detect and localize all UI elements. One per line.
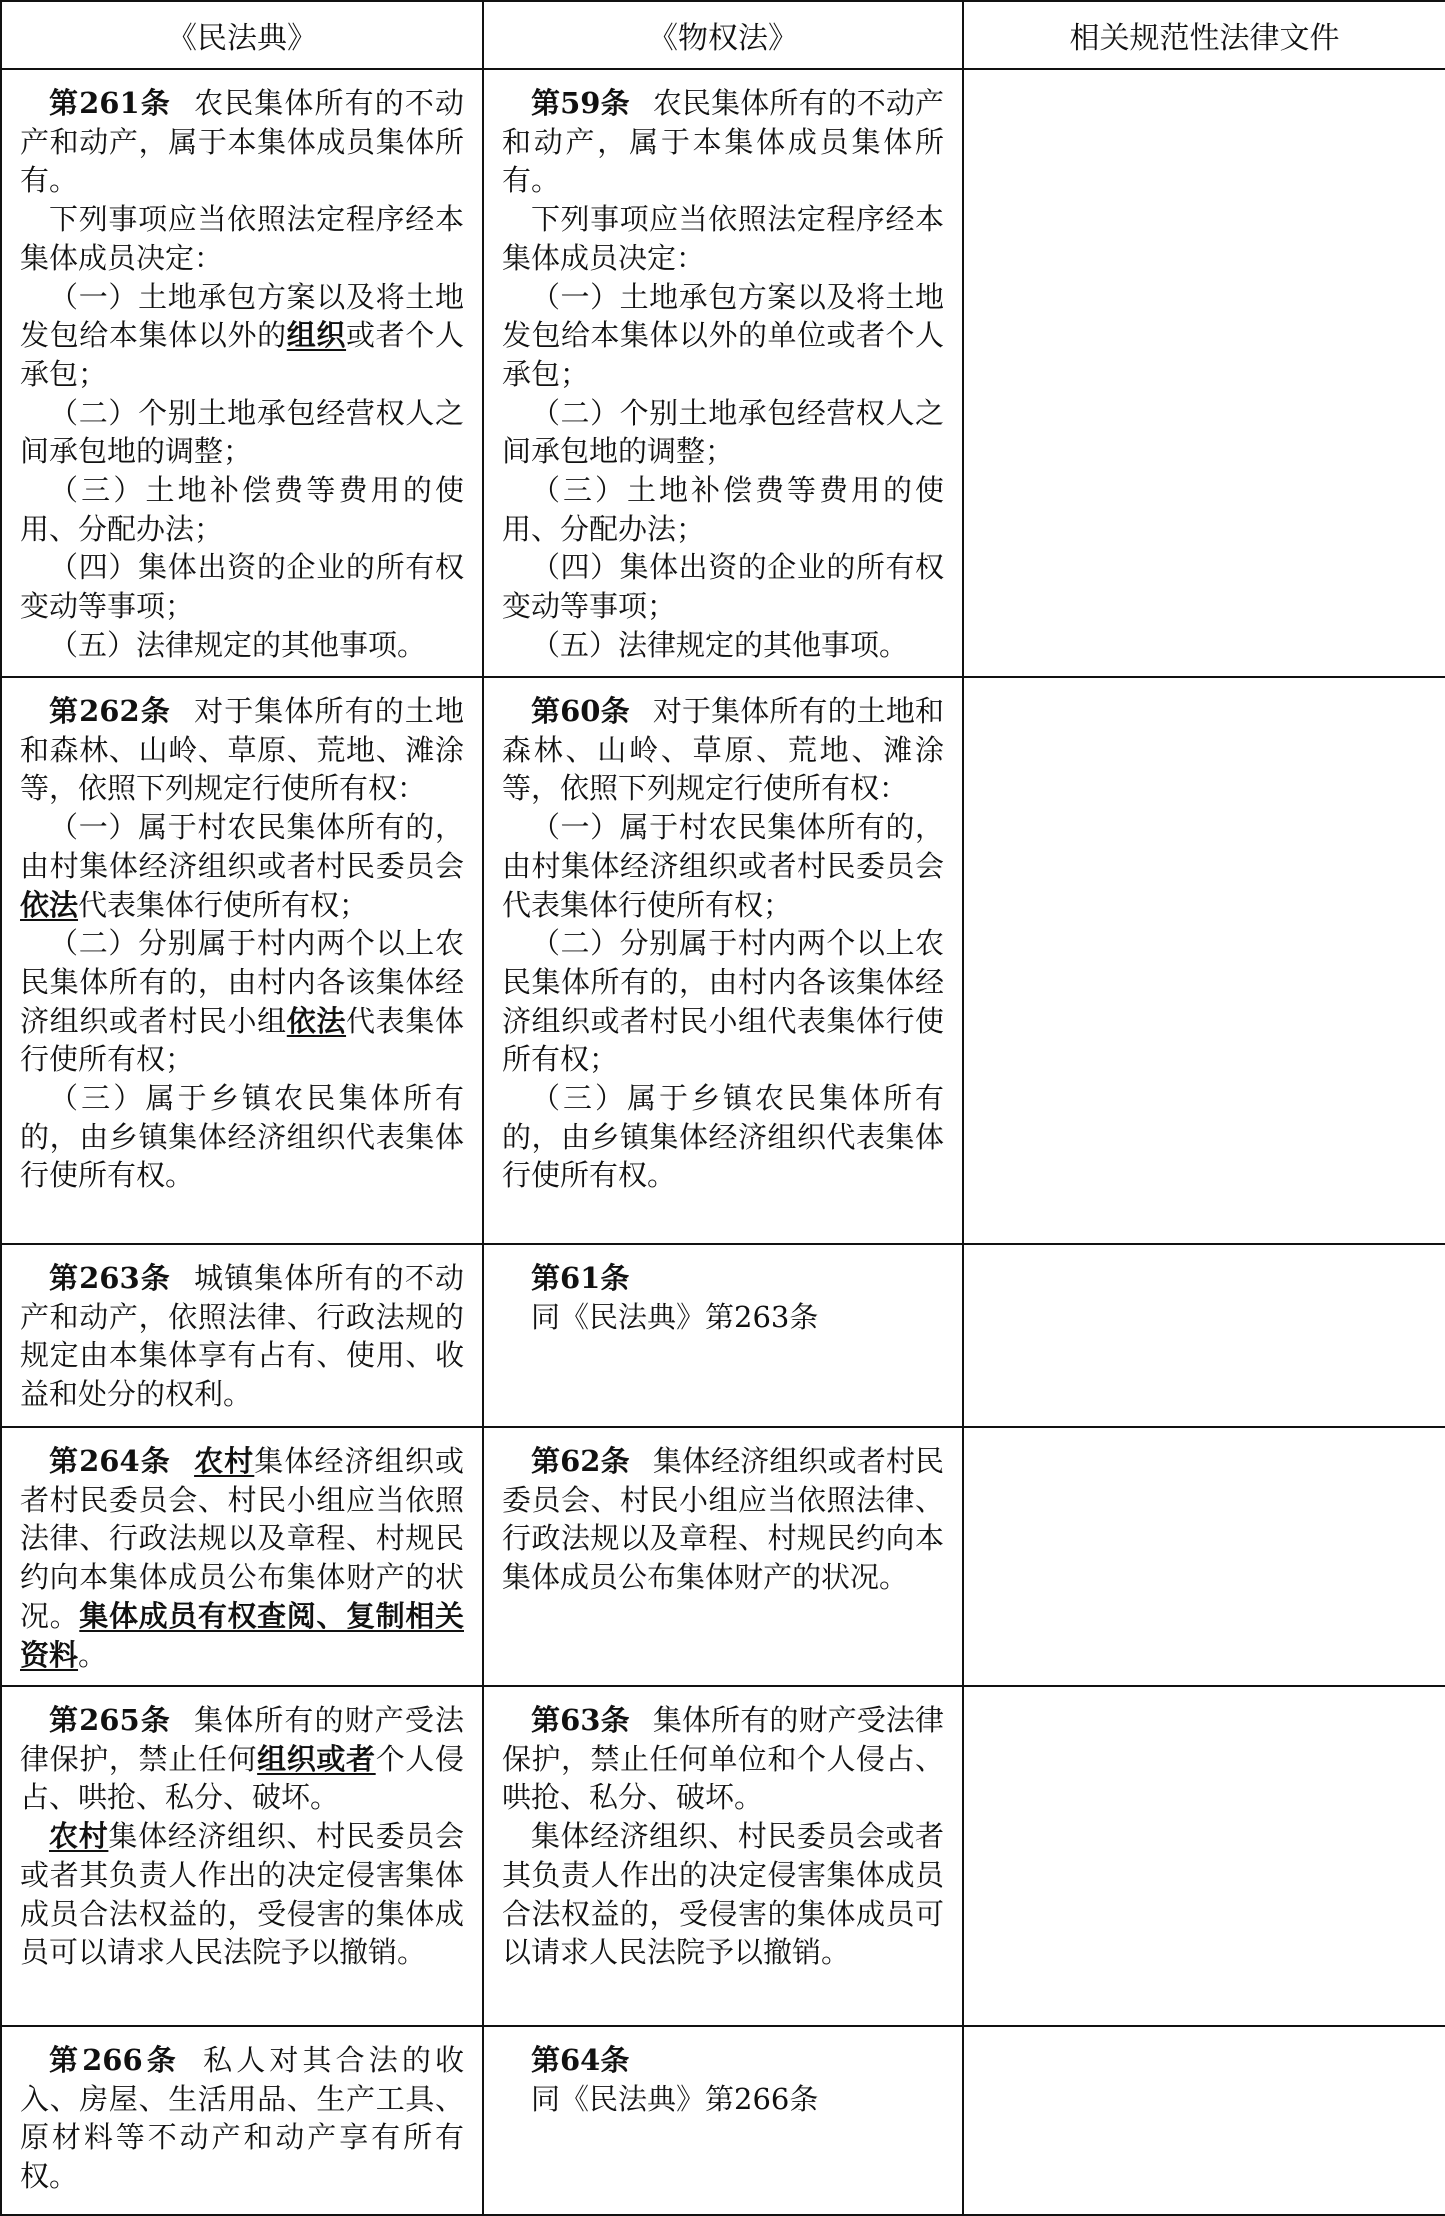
property-law-cell — [483, 1244, 963, 1427]
related-documents-cell — [963, 1244, 1445, 1427]
text-run: （二）个别土地承包经营权人之间承包地的调整； — [20, 395, 464, 469]
amended-text: 依法 — [286, 1003, 347, 1038]
civil-code-cell — [1, 69, 483, 677]
related-documents-cell — [963, 677, 1445, 1244]
header-row — [1, 1, 1445, 69]
text-run: 代表集体行使所有权； — [20, 1003, 464, 1077]
article-number: 第63条 — [531, 1703, 630, 1737]
text-run: 代表集体行使所有权； — [78, 887, 369, 922]
text-run: （二）分别属于村内两个以上农民集体所有的，由村内各该集体经济组织或者村民小组代表集体行使所有权； — [502, 926, 944, 1077]
article-paragraph — [20, 1442, 464, 1674]
text-run: （一）属于村农民集体所有的，由村集体经济组织或者村民委员会 — [20, 810, 464, 883]
text-run: （三）属于乡镇农民集体所有的，由乡镇集体经济组织代表集体行使所有权。 — [20, 1081, 464, 1193]
header-related-documents: 相关规范性法律文件 — [963, 1, 1445, 69]
article-paragraph — [502, 692, 944, 808]
article-number: 第262条 — [49, 694, 171, 728]
table-row — [1, 1427, 1445, 1686]
article-paragraph — [20, 1701, 464, 1817]
text-run: 集体所有的财产受法律保护，禁止任何 — [20, 1703, 464, 1776]
text-run: 集体经济组织或者村民委员会、村民小组应当依照法律、行政法规以及章程、村规民约向本集体成员公布集体财产的状况。 — [502, 1444, 944, 1595]
article-paragraph — [502, 1817, 944, 1972]
property-law-cell — [483, 2026, 963, 2215]
article-paragraph — [20, 1817, 464, 1972]
related-documents-cell — [963, 2026, 1445, 2215]
text-run: 农民集体所有的不动产和动产，属于本集体成员集体所有。 — [502, 86, 944, 198]
article-paragraph — [20, 2041, 464, 2196]
text-run: 集体经济组织或者村民委员会、村民小组应当依照法律、行政法规以及章程、村规民约向本集体成员公布集体财产的状况。 — [20, 1444, 464, 1633]
civil-code-cell — [1, 1244, 483, 1427]
related-documents-cell — [963, 1686, 1445, 2026]
text-run: 私人对其合法的收入、房屋、生活用品、生产工具、原材料等不动产和动产享有所有权。 — [20, 2043, 464, 2194]
text-run: 个人侵占、哄抢、私分、破坏。 — [20, 1741, 464, 1815]
amended-text: 组织 — [286, 318, 347, 353]
text-run: 同《民法典》第266条 — [531, 2081, 819, 2116]
text-run: 或者个人承包； — [20, 318, 464, 391]
civil-code-cell — [1, 2026, 483, 2215]
property-law-cell — [483, 69, 963, 677]
article-number: 第61条 — [531, 1261, 630, 1295]
text-run: 同《民法典》第263条 — [531, 1299, 819, 1334]
header-property-law: 《物权法》 — [483, 1, 963, 69]
article-paragraph — [502, 548, 944, 625]
text-run: 集体经济组织、村民委员会或者其负责人作出的决定侵害集体成员合法权益的，受侵害的集体成员可以请求人民法院予以撤销。 — [502, 1819, 944, 1970]
table-row — [1, 1686, 1445, 2026]
article-number: 第261条 — [49, 86, 171, 120]
article-paragraph — [20, 1079, 464, 1195]
article-paragraph — [20, 808, 464, 924]
text-run: 下列事项应当依照法定程序经本集体成员决定： — [20, 202, 464, 275]
article-paragraph — [502, 394, 944, 471]
article-number: 第265条 — [49, 1703, 171, 1737]
table-row — [1, 69, 1445, 677]
related-documents-cell — [963, 1427, 1445, 1686]
article-paragraph — [502, 808, 944, 924]
article-number: 第264条 — [49, 1444, 171, 1478]
text-run: （二）分别属于村内两个以上农民集体所有的，由村内各该集体经济组织或者村民小组 — [20, 926, 464, 1038]
article-number: 第59条 — [531, 86, 630, 120]
article-number: 第266条 — [49, 2043, 180, 2077]
text-run: （三）土地补偿费等费用的使用、分配办法； — [502, 473, 944, 546]
article-paragraph — [502, 2080, 944, 2119]
article-paragraph — [20, 548, 464, 625]
property-law-cell — [483, 677, 963, 1244]
article-paragraph — [502, 471, 944, 548]
article-paragraph — [502, 626, 944, 665]
table-row — [1, 2026, 1445, 2215]
article-paragraph — [502, 1701, 944, 1817]
civil-code-cell — [1, 1686, 483, 2026]
article-paragraph — [20, 1259, 464, 1414]
article-paragraph — [502, 1298, 944, 1337]
article-number: 第60条 — [531, 694, 630, 728]
text-run: 对于集体所有的土地和森林、山岭、草原、荒地、滩涂等，依照下列规定行使所有权： — [20, 694, 464, 806]
text-run: （五）法律规定的其他事项。 — [531, 627, 909, 662]
article-number: 第62条 — [531, 1444, 630, 1478]
article-paragraph — [20, 278, 464, 394]
article-paragraph — [502, 200, 944, 277]
article-number: 第263条 — [49, 1261, 171, 1295]
text-run: （四）集体出资的企业的所有权变动等事项； — [20, 550, 464, 624]
text-run: （一）属于村农民集体所有的，由村集体经济组织或者村民委员会代表集体行使所有权； — [502, 810, 944, 922]
header-civil-code: 《民法典》 — [1, 1, 483, 69]
amended-text: 农村 — [194, 1444, 255, 1478]
property-law-cell — [483, 1427, 963, 1686]
article-paragraph — [20, 626, 464, 665]
article-paragraph — [20, 471, 464, 548]
text-run: （三）属于乡镇农民集体所有的，由乡镇集体经济组织代表集体行使所有权。 — [502, 1081, 944, 1193]
amended-text: 依法 — [20, 887, 79, 922]
text-run: 下列事项应当依照法定程序经本集体成员决定： — [502, 202, 944, 275]
text-run: 集体经济组织、村民委员会或者其负责人作出的决定侵害集体成员合法权益的，受侵害的集体成员可以请求人民法院予以撤销。 — [20, 1819, 464, 1970]
text-run: （三）土地补偿费等费用的使用、分配办法； — [20, 473, 464, 546]
amended-text: 农村 — [49, 1819, 109, 1854]
article-paragraph — [20, 924, 464, 1079]
related-documents-cell — [963, 69, 1445, 677]
article-heading — [502, 2041, 944, 2080]
text-run: 集体所有的财产受法律保护，禁止任何单位和个人侵占、哄抢、私分、破坏。 — [502, 1703, 944, 1815]
text-run: 农民集体所有的不动产和动产，属于本集体成员集体所有。 — [20, 86, 464, 198]
text-run: （五）法律规定的其他事项。 — [49, 627, 427, 662]
amended-text: 组织或者 — [257, 1741, 376, 1776]
civil-code-cell — [1, 677, 483, 1244]
text-run: 。 — [78, 1637, 108, 1672]
article-paragraph — [20, 84, 464, 200]
article-paragraph — [20, 200, 464, 277]
text-run: （一）土地承包方案以及将土地发包给本集体以外的单位或者个人承包； — [502, 279, 944, 391]
text-run: （四）集体出资的企业的所有权变动等事项； — [502, 550, 944, 624]
text-run: 城镇集体所有的不动产和动产，依照法律、行政法规的规定由本集体享有占有、使用、收益和处分的权利。 — [20, 1261, 464, 1412]
article-paragraph — [502, 278, 944, 394]
amended-text: 集体成员有权查阅、复制相关资料 — [20, 1598, 464, 1672]
text-run: （一）土地承包方案以及将土地发包给本集体以外的 — [20, 279, 464, 353]
article-paragraph — [20, 692, 464, 808]
article-paragraph — [502, 1442, 944, 1597]
article-paragraph — [502, 1079, 944, 1195]
text-run: 对于集体所有的土地和森林、山岭、草原、荒地、滩涂等，依照下列规定行使所有权： — [502, 694, 944, 806]
article-paragraph — [502, 924, 944, 1079]
article-heading — [502, 1259, 944, 1298]
civil-code-cell — [1, 1427, 483, 1686]
table-row — [1, 677, 1445, 1244]
property-law-cell — [483, 1686, 963, 2026]
article-paragraph — [20, 394, 464, 471]
text-run: （二）个别土地承包经营权人之间承包地的调整； — [502, 395, 944, 469]
article-paragraph — [502, 84, 944, 200]
table-row — [1, 1244, 1445, 1427]
article-number: 第64条 — [531, 2043, 630, 2077]
